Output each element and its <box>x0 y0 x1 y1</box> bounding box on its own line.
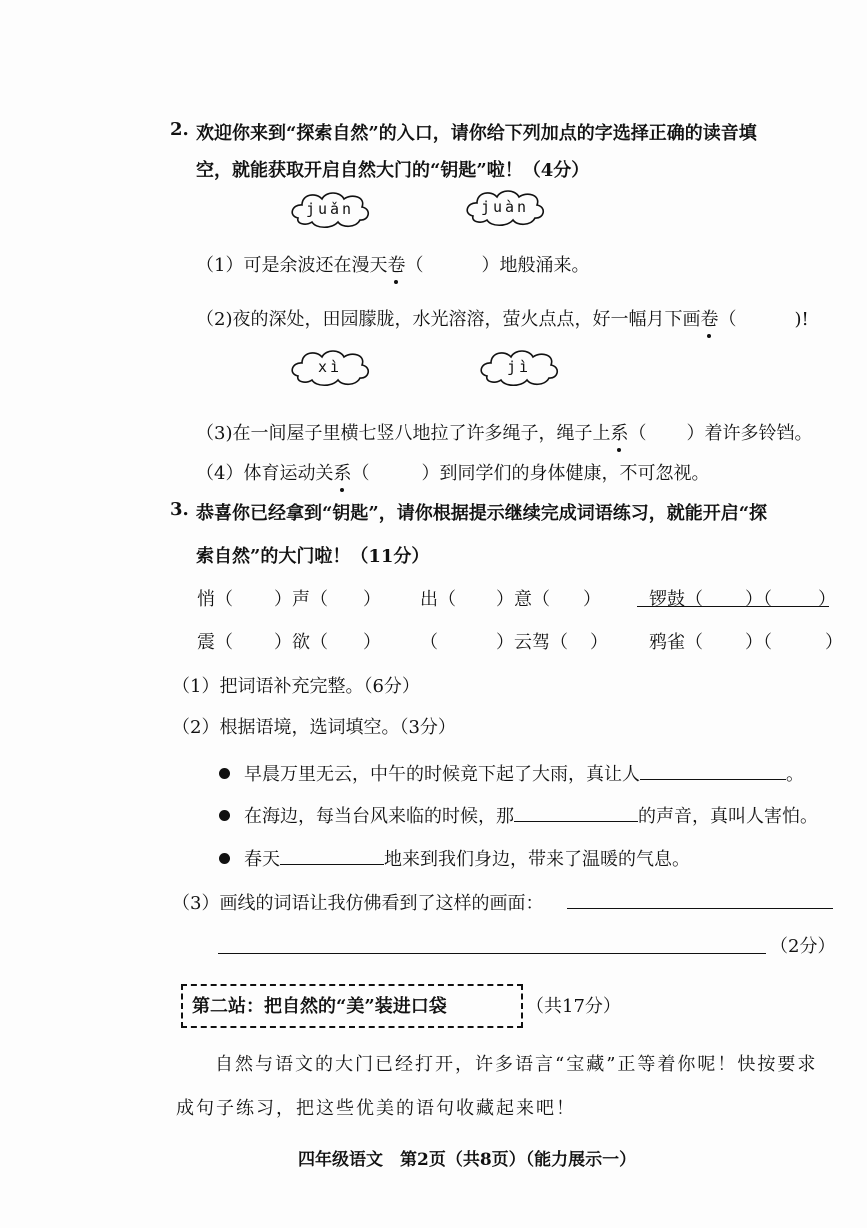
dotted-char: 卷 <box>387 251 405 277</box>
word-cell: ）欲（ <box>274 632 328 653</box>
word-cell: ）（ <box>745 632 772 653</box>
dotted-char: 系 <box>333 459 351 485</box>
page-footer: 四年级语文 第2页（共8页）（能力展示一） <box>298 1150 637 1170</box>
pinyin-option-4: jì <box>506 358 532 376</box>
word-cell: ）（ <box>745 589 772 610</box>
bullet-sentence-2: 在海边，每当台风来临的时候，那 的声音，真叫人害怕。 <box>219 802 818 828</box>
q3-prompt-line1: 恭喜你已经拿到“钥匙”，请你根据提示继续完成词语练习，就能开启“探 <box>196 503 768 524</box>
word-cell: 锣鼓（ <box>649 589 703 610</box>
q2-item2: （2)夜的深处，田园朦胧，水光溶溶，萤火点点，好一幅月下画卷（ )! <box>196 305 809 331</box>
word-cell: ） <box>363 632 381 653</box>
word-cell: ） <box>590 632 608 653</box>
station2-title: 第二站：把自然的“美”装进口袋 <box>192 996 447 1017</box>
dotted-char: 卷 <box>700 305 718 331</box>
word-cell: ） <box>363 589 381 610</box>
bullet-icon <box>219 810 230 821</box>
q2-number: 2. <box>170 119 189 140</box>
q2-item3: （3)在一间屋子里横七竖八地拉了许多绳子，绳子上系（ ）着许多铃铛。 <box>196 419 812 445</box>
q3-sub3: （3）画线的词语让我仿佛看到了这样的画面： <box>172 893 544 914</box>
q2-prompt-line2: 空，就能获取开启自然大门的“钥匙”啦！（4分） <box>196 160 590 181</box>
station2-intro-line1: 自然与语文的大门已经打开，许多语言“宝藏”正等着你呢！快按要求 <box>215 1054 818 1075</box>
bullet-icon <box>219 853 230 864</box>
word-cell: ）声（ <box>274 589 328 610</box>
bullet-sentence-3: 春天 地来到我们身边，带来了温暖的气息。 <box>219 845 690 871</box>
pinyin-cloud-xi4 <box>290 346 370 390</box>
word-cell: 出（ <box>420 589 456 610</box>
q3-prompt-line2: 索自然”的大门啦！（11分） <box>196 546 430 567</box>
answer-line[interactable] <box>567 908 833 909</box>
fill-blank[interactable] <box>640 761 786 780</box>
station2-intro-line2: 成句子练习，把这些优美的语句收藏起来吧！ <box>176 1098 576 1119</box>
q2-item1: （1）可是余波还在漫天卷（ ）地般涌来。 <box>196 251 589 277</box>
pinyin-cloud-ji4 <box>479 346 559 390</box>
fill-blank[interactable] <box>514 803 638 822</box>
q2-item4: （4）体育运动关系（ ）到同学们的身体健康，不可忽视。 <box>196 459 709 485</box>
pinyin-option-3: xì <box>317 358 343 376</box>
q3-sub3-score: （2分） <box>770 936 836 957</box>
q3-sub1: （1）把词语补充完整。（6分） <box>172 676 420 697</box>
bullet-icon <box>219 768 230 779</box>
pinyin-cloud-juan4 <box>465 186 545 230</box>
pinyin-option-2: juàn <box>480 198 530 216</box>
bullet-sentence-1: 早晨万里无云，中午的时候竟下起了大雨，真让人 。 <box>219 760 804 786</box>
q3-number: 3. <box>170 499 189 520</box>
station2-score: （共17分） <box>526 996 621 1017</box>
word-cell: ）意（ <box>496 589 550 610</box>
word-cell: 鸦雀（ <box>649 632 703 653</box>
word-cell: ）云驾（ <box>496 632 568 653</box>
dotted-char: 系 <box>610 419 628 445</box>
word-cell: ） <box>583 589 601 610</box>
word-cell: （ <box>420 632 438 653</box>
word-cell: ） <box>818 589 836 610</box>
word-cell: 悄（ <box>197 589 233 610</box>
fill-blank[interactable] <box>280 846 384 865</box>
q3-sub2: （2）根据语境，选词填空。（3分） <box>172 717 456 738</box>
word-cell: 震（ <box>197 632 233 653</box>
pinyin-cloud-juan3 <box>290 188 370 232</box>
underline-mark <box>637 606 829 607</box>
word-cell: ） <box>825 632 843 653</box>
answer-line[interactable] <box>218 953 766 954</box>
pinyin-option-1: juǎn <box>305 200 355 218</box>
q2-prompt-line1: 欢迎你来到“探索自然”的入口，请你给下列加点的字选择正确的读音填 <box>196 123 757 144</box>
